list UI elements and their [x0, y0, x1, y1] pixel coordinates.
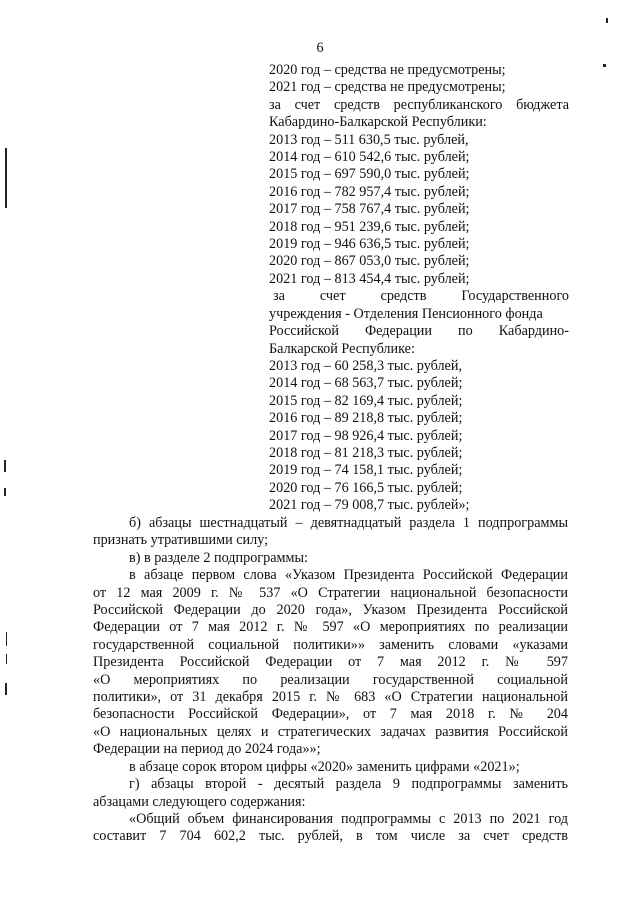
list-line: 2015 год – 697 590,0 тыс. рублей;: [269, 166, 470, 183]
body-line: признать утратившими силу;: [93, 532, 269, 549]
body-line: «Общий объем финансирования подпрограммы с 2013 по 2021 год: [129, 810, 568, 827]
list-line: 2018 год – 81 218,3 тыс. рублей;: [269, 444, 463, 461]
body-line: политики», от 31 декабря 2015 г. № 683 «О Стратегии национальной: [93, 689, 568, 706]
list-line: 2018 год – 951 239,6 тыс. рублей;: [269, 218, 470, 235]
list-line: 2016 год – 89 218,8 тыс. рублей;: [269, 410, 463, 427]
list-line: за счет средств республиканского бюджета: [269, 96, 569, 113]
scan-artifact: [606, 18, 608, 23]
scan-artifact: [4, 488, 6, 496]
list-line: учреждения - Отделения Пенсионного фонда: [269, 305, 543, 322]
body-line: в) в разделе 2 подпрограммы:: [129, 549, 308, 566]
body-line: в абзаце сорок втором цифры «2020» заменить цифрами «2021»;: [129, 758, 520, 775]
body-line: «О мероприятиях по реализации государственной социальной: [93, 671, 568, 688]
funding-list: [269, 62, 569, 515]
list-line: Балкарской Республике:: [269, 340, 415, 357]
list-line: 2020 год – 867 053,0 тыс. рублей;: [269, 253, 470, 270]
body-line: безопасности Российской Федерации», от 7 мая 2018 г. № 204: [93, 706, 568, 723]
body-line: б) абзацы шестнадцатый – девятнадцатый раздела 1 подпрограммы: [129, 515, 568, 531]
list-line: 2013 год – 60 258,3 тыс. рублей,: [269, 357, 462, 374]
scan-artifact: [6, 632, 7, 646]
page-number: 6: [316, 40, 324, 56]
body-text: [93, 515, 568, 846]
scan-artifact: [4, 460, 6, 472]
body-line: Федерации от 7 мая 2012 г. № 597 «О мероприятиях по реализации: [93, 619, 568, 636]
list-line: 2014 год – 610 542,6 тыс. рублей;: [269, 149, 470, 166]
list-line: 2019 год – 946 636,5 тыс. рублей;: [269, 236, 470, 253]
list-line: Российской Федерации по Кабардино-: [269, 323, 569, 340]
list-line: 2020 год – 76 166,5 тыс. рублей;: [269, 479, 463, 496]
body-line: Российской Федерации до 2020 года», Указом Президента Российской: [93, 602, 568, 619]
body-line: государственной социальной политики»» заменить словами «указами: [93, 636, 568, 653]
body-line: абзацами следующего содержания:: [93, 793, 306, 810]
list-line: 2014 год – 68 563,7 тыс. рублей;: [269, 375, 463, 392]
list-line: 2019 год – 74 158,1 тыс. рублей;: [269, 462, 463, 479]
body-line: от 12 мая 2009 г. № 537 «О Стратегии национальной безопасности: [93, 584, 568, 601]
list-line: 2020 год – средства не предусмотрены;: [269, 62, 506, 78]
list-line: 2016 год – 782 957,4 тыс. рублей;: [269, 183, 470, 200]
body-line: «О национальных целях и стратегических задачах развития Российской: [93, 723, 568, 740]
list-line: за счет средств Государственного: [273, 288, 569, 305]
body-line: составит 7 704 602,2 тыс. рублей, в том числе за счет средств: [93, 828, 568, 845]
list-line: 2015 год – 82 169,4 тыс. рублей;: [269, 392, 463, 409]
list-line: 2021 год – 79 008,7 тыс. рублей»;: [269, 497, 470, 514]
list-line: 2021 год – средства не предусмотрены;: [269, 79, 506, 96]
list-line: 2017 год – 98 926,4 тыс. рублей;: [269, 427, 463, 444]
list-line: 2017 год – 758 767,4 тыс. рублей;: [269, 201, 470, 218]
body-line: г) абзацы второй - десятый раздела 9 подпрограммы заменить: [129, 776, 568, 793]
scan-artifact: [603, 64, 606, 67]
body-line: Федерации на период до 2024 года»»;: [93, 741, 321, 758]
list-line: 2021 год – 813 454,4 тыс. рублей;: [269, 270, 470, 287]
list-line: Кабардино-Балкарской Республики:: [269, 114, 487, 131]
scan-artifact: [5, 683, 7, 695]
body-line: в абзаце первом слова «Указом Президента Российской Федерации: [129, 567, 568, 584]
list-line: 2013 год – 511 630,5 тыс. рублей,: [269, 131, 469, 148]
scan-artifact: [5, 148, 7, 208]
scan-artifact: [6, 654, 7, 664]
body-line: Президента Российской Федерации от 7 мая 2012 г. № 597: [93, 654, 568, 671]
